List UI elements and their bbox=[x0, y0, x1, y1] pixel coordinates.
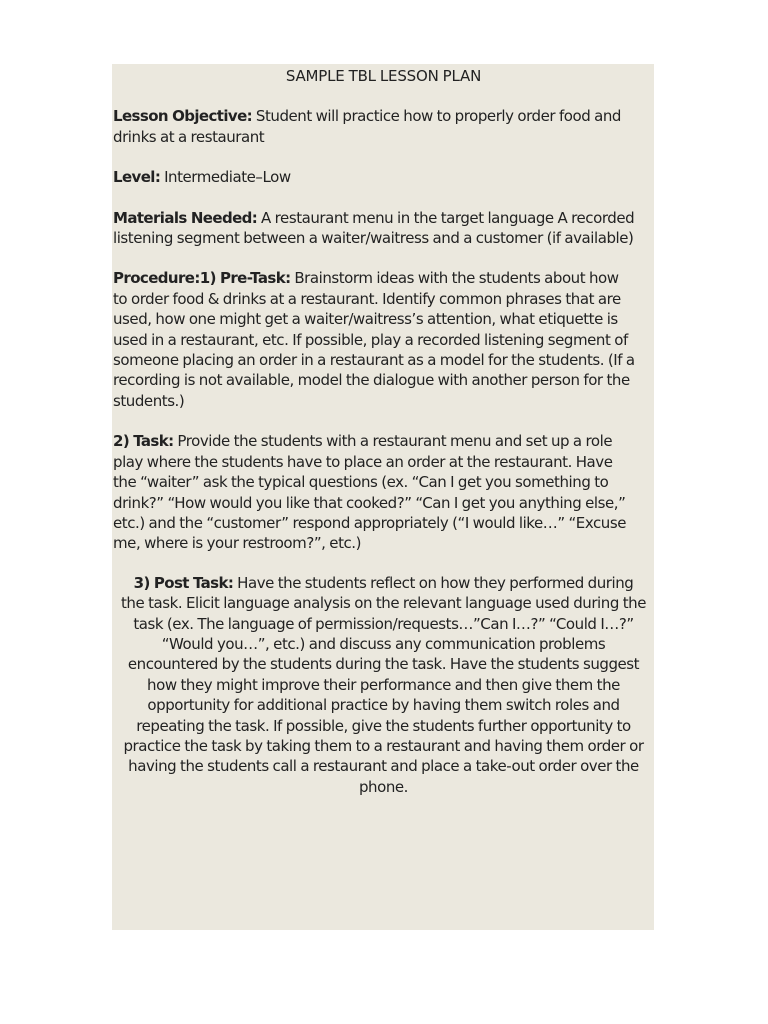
procedure-label: Procedure:1) Pre-Task: bbox=[113, 269, 291, 288]
post-task-text-line: how they might improve their performance and then give them the bbox=[147, 675, 620, 694]
document-page bbox=[112, 64, 654, 930]
task-text-line: etc.) and the “customer” respond appropriately (“I would like…” “Excuse bbox=[113, 513, 626, 532]
task-section bbox=[113, 431, 654, 553]
document-title: SAMPLE TBL LESSON PLAN bbox=[285, 67, 482, 85]
post-task-label: 3) Post Task: bbox=[133, 573, 234, 592]
procedure-text-line: Brainstorm ideas with the students about how bbox=[294, 269, 619, 288]
post-task-text-line: opportunity for additional practice by having them switch roles and bbox=[147, 696, 620, 715]
objective-text-line: drinks at a restaurant bbox=[113, 127, 265, 146]
procedure-text-line: recording is not available, model the dialogue with another person for the bbox=[113, 371, 630, 390]
procedure-text-line: someone placing an order in a restaurant as a model for the students. (If a bbox=[113, 351, 635, 370]
materials-section bbox=[113, 208, 654, 249]
post-task-text-line: task (ex. The language of permission/requests…”Can I…?” “Could I…?” bbox=[133, 614, 634, 633]
task-label: 2) Task: bbox=[113, 432, 174, 451]
procedure-text-line: to order food & drinks at a restaurant. Identify common phrases that are bbox=[113, 289, 621, 308]
materials-text-line: listening segment between a waiter/waitress and a customer (if available) bbox=[113, 229, 634, 248]
materials-label: Materials Needed: bbox=[113, 208, 258, 227]
task-text-line: Provide the students with a restaurant menu and set up a role bbox=[177, 432, 613, 451]
procedure-text-line: students.) bbox=[113, 391, 185, 410]
post-task-text-line: phone. bbox=[358, 777, 408, 796]
procedure-section bbox=[113, 268, 654, 411]
objective-section bbox=[113, 106, 654, 147]
procedure-text-line: used, how one might get a waiter/waitress’s attention, what etiquette is bbox=[113, 310, 618, 329]
task-text-line: drink?” “How would you like that cooked?” “Can I get you anything else,” bbox=[113, 493, 626, 512]
task-text-line: me, where is your restroom?”, etc.) bbox=[113, 534, 362, 553]
post-task-text-line: repeating the task. If possible, give the students further opportunity to bbox=[136, 716, 631, 735]
procedure-text-line: used in a restaurant, etc. If possible, play a recorded listening segment of bbox=[113, 330, 628, 349]
post-task-text-line: “Would you…”, etc.) and discuss any communication problems bbox=[161, 634, 606, 653]
materials-text-line: A restaurant menu in the target language A recorded bbox=[261, 208, 635, 227]
objective-label: Lesson Objective: bbox=[113, 107, 253, 126]
post-task-text-line: encountered by the students during the task. Have the students suggest bbox=[127, 655, 640, 674]
post-task-text-line: practice the task by taking them to a restaurant and having them order or bbox=[123, 736, 644, 755]
level-text: Intermediate–Low bbox=[164, 168, 291, 187]
post-task-text-line: Have the students reflect on how they performed during bbox=[237, 573, 634, 592]
post-task-text-line: having the students call a restaurant and place a take-out order over the bbox=[128, 757, 639, 776]
post-task-text-line: the task. Elicit language analysis on the relevant language used during the bbox=[121, 594, 646, 613]
objective-text-line: Student will practice how to properly order food and bbox=[255, 107, 621, 126]
task-text-line: play where the students have to place an order at the restaurant. Have bbox=[113, 452, 613, 471]
level-label: Level: bbox=[113, 168, 161, 187]
task-text-line: the “waiter” ask the typical questions (ex. “Can I get you something to bbox=[113, 473, 609, 492]
level-section bbox=[113, 167, 654, 187]
post-task-section bbox=[113, 573, 654, 797]
